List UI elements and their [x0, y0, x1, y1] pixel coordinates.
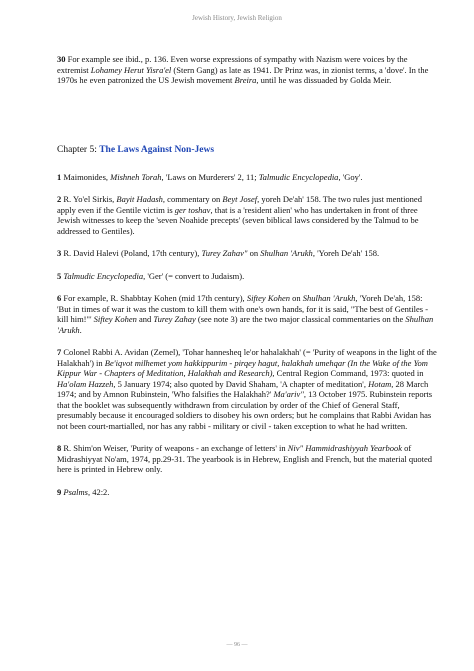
footnote-number: 30 [57, 54, 66, 64]
page-content [57, 54, 437, 509]
footnote-3: 3 R. David Halevi (Poland, 17th century), Turey Zahav" on Shulhan 'Arukh, 'Yoreh De'ah' 158. [57, 248, 380, 258]
footnote-8: 8 R. Shim'on Weiser, 'Purity of weapons - an exchange of letters' in Niv" Hammidrashiyyah Yearbook of Midrashiyyat No'am, 1974, pp.29-31. The yearbook is in Hebrew, English and French, but the material quoted here is printed in Hebrew only. [57, 443, 432, 474]
chapter-title: The Laws Against Non-Jews [99, 144, 215, 155]
footnote-number: 7 [57, 347, 62, 357]
footnote-number: 8 [57, 443, 62, 453]
footnote-number: 1 [57, 171, 62, 182]
footnote-1: 1 Maimonides, Mishneh Torah, 'Laws on Murderers' 2, 11; Talmudic Encyclopedia, 'Goy'. [57, 171, 363, 182]
footnote-30: 30 For example see ibid., p. 136. Even worse expressions of sympathy with Nazism were voices by the extremist Lohamey Herut Yisra'el (Stern Gang) as late as 1941. Dr Prinz was, in zionist terms, a 'dove'. In the 1970s he even patronized the US Jewish movement Breira, until he was dissuaded by Golda Meir. [57, 54, 429, 85]
footnote-6: 6 For example, R. Shabbtay Kohen (mid 17th century), Siftey Kohen on Shulhan 'Arukh, 'Yoreh De'ah, 158: 'But in times of war it was the custom to kill them with one's own hands, for it is said, "The best of Gentiles - kill him!"' Siftey Kohen and Turey Zahay (see note 3) are the two major classical commentaries on the Shulhan 'Arukh. [57, 293, 434, 335]
chapter-heading [57, 144, 437, 156]
footnote-2: 2 R. Yo'el Sirkis, Bayit Hadash, commentary on Beyt Josef, yoreh De'ah' 158. The two rules just mentioned apply even if the Gentile victim is ger toshav, that is a 'resident alien' who has undertaken in front of three Jewish witnesses to keep the 'seven Noahide precepts' (seven biblical laws considered by the Talmud to be addressed to Gentiles). [57, 194, 422, 236]
footnote-5: 5 Talmudic Encyclopedia, 'Ger' (= convert to Judaism). [57, 270, 245, 281]
footnote-number: 6 [57, 293, 62, 303]
running-header: Jewish History, Jewish Religion [192, 14, 282, 22]
footnote-9: 9 Psalms, 42:2. [57, 486, 110, 497]
page-number: — 96 — [226, 642, 248, 648]
footnote-number: 5 [57, 270, 62, 281]
chapter-prefix: Chapter 5: [57, 144, 100, 155]
footnote-7: 7 Colonel Rabbi A. Avidan (Zemel), 'Tohar hannesheq le'or hahalakhah' (= 'Purity of weapons in the light of the Halakhah') in Be'iqvot milhemet yom hakkippurim - pirqey hagut, halakhah umehqar (In the Wake of the Yom Kippur War - Chapters of Meditation, Halakhah and Research), Central Region Command, 1973: quoted in Ha'olam Hazzeh, 5 January 1974; also quoted by David Shaham, 'A chapter of meditation', Hotam, 28 March 1974; and by Amnon Rubinstein, 'Who falsifies the Halakhah?' Ma'ariv", 13 October 1975. Rubinstein reports that the booklet was subsequently withdrawn from circulation by order of the Chief of General Staff, presumably because it encouraged soldiers to disobey his own orders; but he complains that Rabbi Avidan has not been court-martialled, nor has any rabbi - military or civil - taken exception to what he had written. [57, 347, 437, 431]
footnote-number: 9 [57, 486, 62, 497]
footnote-number: 3 [57, 248, 62, 258]
footnote-number: 2 [57, 194, 62, 204]
